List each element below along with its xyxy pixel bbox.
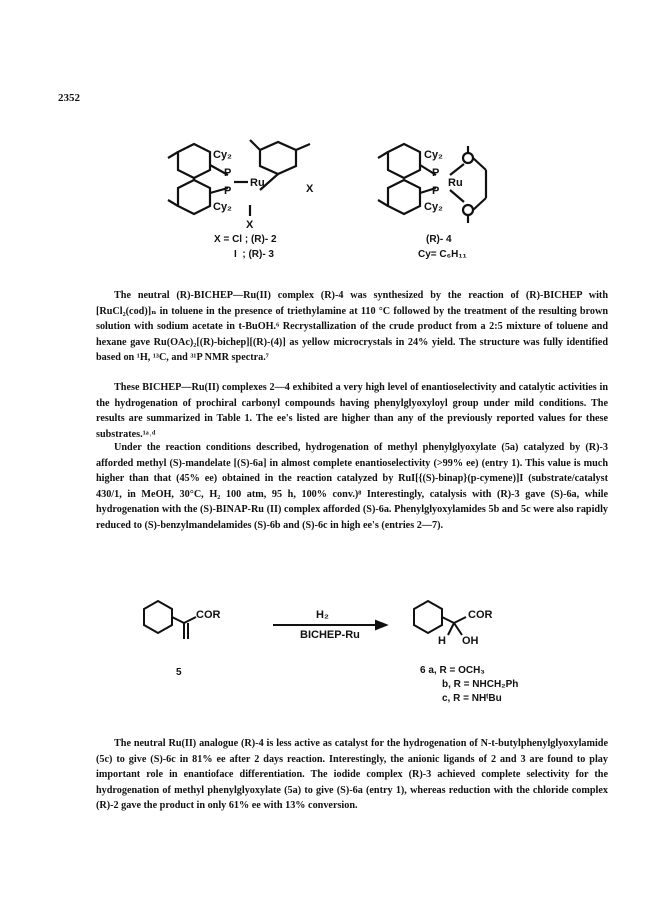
cy2-label-right-lower: Cy₂ — [424, 201, 443, 213]
page-number: 2352 — [58, 92, 80, 104]
paragraph-1: The neutral (R)-BICHEP—Ru(II) complex (R)-4 was synthesized by the reaction of (R)-BICHEP with [RuCl₂(cod)]ₙ in toluene in the presence of triethylamine at 110 °C followed by the treatment of the resulting brown solution with sodium acetate in t-BuOH.⁶ Recrystallization of the crude product from a 2:5 mixture of toluene and hexane gave Ru(OAc)₂[(R)-bichep][(R)-(4)] as yellow microcrystals in 24% yield. The structure was fully identified based on ¹H, ¹³C, and ³¹P NMR spectra.⁷ — [96, 290, 608, 364]
label-cy-def: Cy= C₆H₁₁ — [418, 249, 467, 260]
complex-2-3-structure — [150, 130, 530, 240]
product-label-b: b, R = NHCH₂Ph — [442, 679, 519, 690]
cy2-label-right-upper: Cy₂ — [424, 149, 443, 161]
ru-label-right: Ru — [448, 177, 463, 189]
cy2-label-lower: Cy₂ — [213, 201, 232, 213]
product-cor: COR — [468, 609, 493, 621]
scheme-ru-complexes — [150, 130, 530, 275]
paragraph-3: Under the reaction conditions described, hydrogenation of methyl phenylglyoxylate (5a) catalyzed by (R)-3 afforded methyl (S)-mandelate [(S)-6a] in almost complete enantioselectivity (>99% ee) (entry 1). This value is much higher than that (45% ee) obtained in the reaction catalyzed by RuI[{(S)-binap}(p-cymene)]I (substrate/catalyst 430/1, in MeOH, 30°C, H₂ 100 atm, 95 h, 100% conv.)⁸ Interestingly, catalysis with (R)-3 gave (S)-6a, while hydrogenation with the (S)-BINAP-Ru (II) complex afforded (S)-6a. Phenylglyoxylamides 5b and 5c were also rapidly reduced to (S)-benzylmandelamides (S)-6b and (S)-6c in high ee's (entries 2—7). — [96, 442, 608, 531]
label-r4: (R)- 4 — [426, 234, 452, 245]
product-oh: OH — [462, 635, 479, 647]
p-label-lower: P — [224, 185, 232, 197]
label-x-i: I ; (R)- 3 — [234, 249, 274, 260]
substrate-label-5: 5 — [176, 667, 182, 678]
p-label-right-lower: P — [432, 185, 440, 197]
paragraph-4: The neutral Ru(II) analogue (R)-4 is less active as catalyst for the hydrogenation of N-t-butylphenylglyoxylamide (5c) to give (S)-6c in 81% ee after 2 days reaction. Interestingly, the anionic ligands of 2 and 3 are found to play important role in enantioface differentiation. The iodide complex (R)-3 achieved complete selectivity for the hydrogenation of methyl phenylglyoxylate (5a) to give (S)-6a (entry 1), whereas reduction with the chloride complex (R)-2 gave the product in only 61% ee with 13% conversion. — [96, 738, 608, 812]
product-label-c: c, R = NHᵗBu — [442, 693, 502, 704]
scheme-hydrogenation — [138, 595, 538, 710]
x-anion-label: X — [306, 183, 314, 195]
catalyst-label: BICHEP-Ru — [300, 629, 360, 641]
x-atom-label: X — [246, 219, 254, 231]
product-label-a: 6 a, R = OCH₃ — [420, 665, 485, 676]
ru-label-left: Ru — [250, 177, 265, 189]
cy2-label-upper: Cy₂ — [213, 149, 232, 161]
paragraph-2: These BICHEP—Ru(II) complexes 2—4 exhibited a very high level of enantioselectivity and catalytic activities in the hydrogenation of prochiral carbonyl compounds having phenylglyoxyloyl group under mild conditions. The results are summarized in Table 1. The ee's listed are higher than any of the previously reported values for these substrates.¹ᵃ˒ᵈ — [96, 382, 608, 440]
reagent-h2: H₂ — [316, 609, 329, 621]
p-label-right-upper: P — [432, 167, 440, 179]
label-x-cl: X = Cl ; (R)- 2 — [214, 234, 277, 245]
product-h: H — [438, 635, 446, 647]
substrate-cor: COR — [196, 609, 221, 621]
p-label-upper: P — [224, 167, 232, 179]
